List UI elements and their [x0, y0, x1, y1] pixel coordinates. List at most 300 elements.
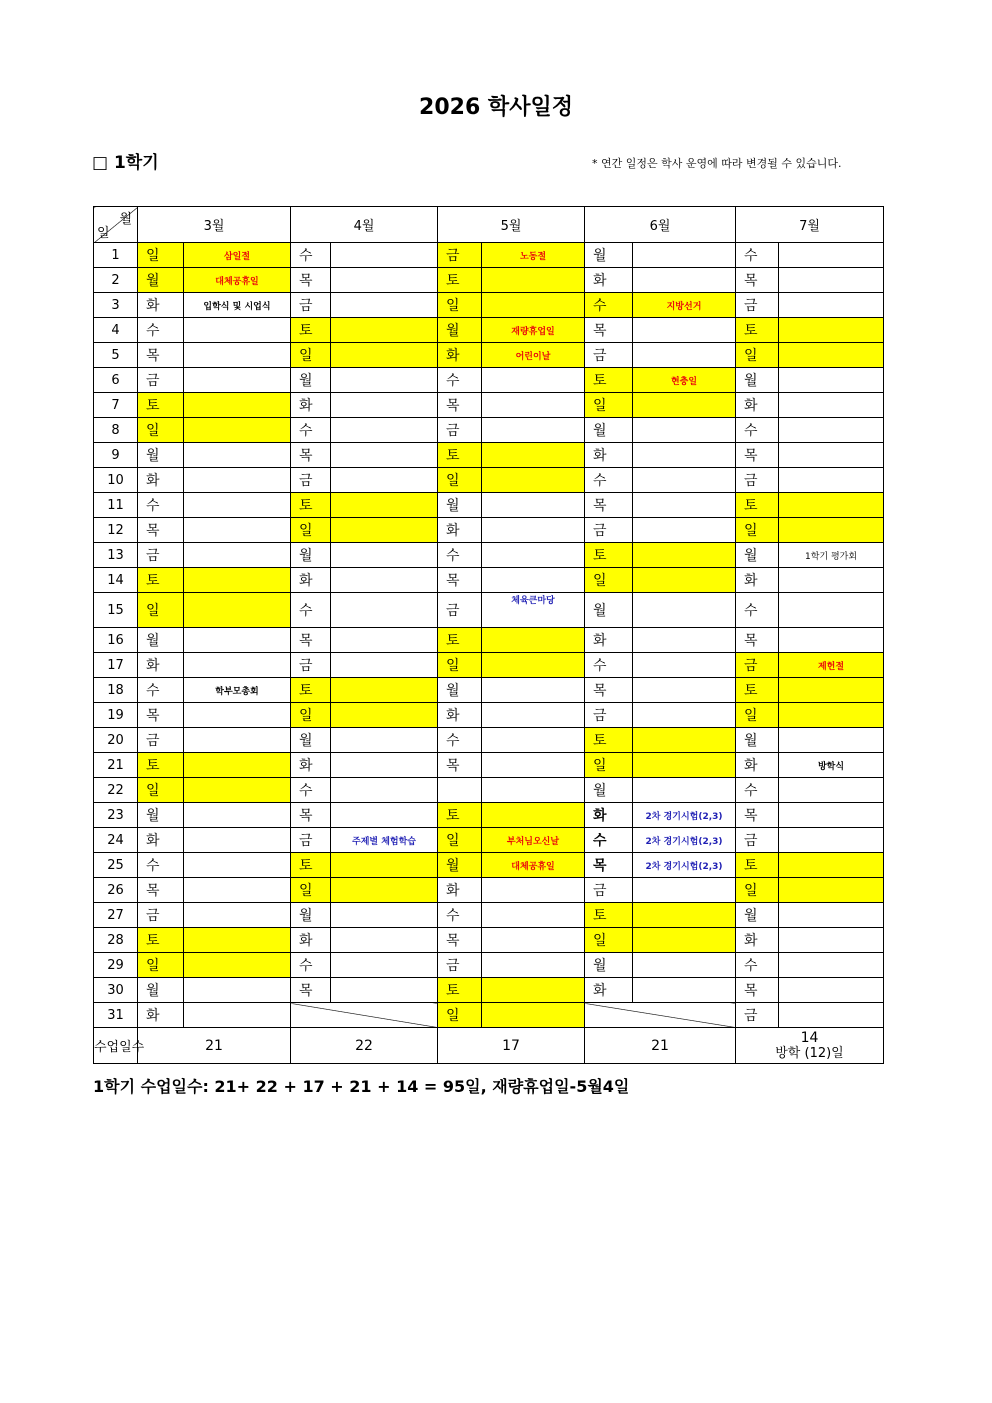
event-cell — [184, 493, 291, 518]
day-row — [94, 393, 884, 418]
event-cell: 재량휴업일 — [482, 318, 585, 343]
vacation-days: 방학 (12)일 — [775, 1045, 844, 1061]
weekday-cell: 목 — [438, 568, 482, 593]
weekday-cell: 금 — [736, 468, 779, 493]
weekday-cell: 수 — [291, 593, 331, 628]
event-cell — [779, 678, 884, 703]
weekday-cell: 토 — [291, 853, 331, 878]
day-number: 27 — [94, 903, 138, 928]
weekday-cell: 월 — [291, 728, 331, 753]
event-cell — [633, 268, 736, 293]
event-cell — [184, 953, 291, 978]
day-row — [94, 703, 884, 728]
day-number: 5 — [94, 343, 138, 368]
day-row — [94, 518, 884, 543]
event-cell: 주제별 체험학습 — [331, 828, 438, 853]
day-row — [94, 1003, 884, 1028]
weekday-cell: 화 — [438, 343, 482, 368]
day-number: 4 — [94, 318, 138, 343]
weekday-cell: 월 — [736, 728, 779, 753]
weekday-cell: 수 — [138, 493, 184, 518]
event-cell — [633, 568, 736, 593]
weekday-cell: 월 — [736, 543, 779, 568]
event-cell — [633, 653, 736, 678]
event-cell — [184, 543, 291, 568]
event-cell — [633, 543, 736, 568]
event-cell — [779, 468, 884, 493]
weekday-cell — [438, 778, 482, 803]
weekday-cell: 토 — [291, 678, 331, 703]
month-header: 5월 — [438, 207, 585, 243]
event-cell — [633, 418, 736, 443]
weekday-cell: 금 — [736, 1003, 779, 1028]
weekday-cell: 금 — [438, 243, 482, 268]
month-total: 21 — [585, 1028, 736, 1064]
event-cell — [779, 243, 884, 268]
event-cell — [482, 568, 585, 593]
event-cell — [482, 368, 585, 393]
weekday-cell: 수 — [585, 293, 633, 318]
event-cell: 부처님오신날 — [482, 828, 585, 853]
event-cell — [633, 928, 736, 953]
weekday-cell: 목 — [736, 443, 779, 468]
day-row — [94, 543, 884, 568]
corner-cell — [94, 207, 138, 243]
event-cell — [331, 493, 438, 518]
weekday-cell: 월 — [438, 493, 482, 518]
month-total: 14 — [800, 1029, 819, 1046]
page-title: 2026 학사일정 — [419, 95, 573, 120]
event-cell: 지방선거 — [633, 293, 736, 318]
weekday-cell: 월 — [585, 778, 633, 803]
weekday-cell: 수 — [585, 468, 633, 493]
event-cell — [331, 518, 438, 543]
weekday-cell: 금 — [438, 593, 482, 628]
weekday-cell: 토 — [138, 753, 184, 778]
event-cell — [184, 343, 291, 368]
totals-row — [94, 1028, 884, 1064]
weekday-cell: 금 — [138, 903, 184, 928]
event-cell — [482, 928, 585, 953]
event-cell — [482, 443, 585, 468]
weekday-cell: 화 — [138, 1003, 184, 1028]
event-cell: 1학기 평가회 — [779, 543, 884, 568]
weekday-cell: 토 — [585, 728, 633, 753]
day-number: 26 — [94, 878, 138, 903]
day-number: 21 — [94, 753, 138, 778]
weekday-cell: 일 — [736, 518, 779, 543]
weekday-cell: 월 — [585, 243, 633, 268]
event-cell — [779, 728, 884, 753]
weekday-cell: 목 — [585, 493, 633, 518]
event-cell — [633, 593, 736, 628]
weekday-cell: 일 — [585, 393, 633, 418]
day-row — [94, 343, 884, 368]
event-cell — [779, 318, 884, 343]
weekday-cell: 월 — [138, 628, 184, 653]
day-number: 25 — [94, 853, 138, 878]
weekday-cell: 화 — [438, 703, 482, 728]
event-cell — [779, 903, 884, 928]
event-cell — [633, 903, 736, 928]
day-number: 18 — [94, 678, 138, 703]
event-cell — [184, 593, 291, 628]
weekday-cell: 목 — [291, 628, 331, 653]
event-cell — [331, 368, 438, 393]
weekday-cell: 목 — [736, 628, 779, 653]
event-cell — [779, 593, 884, 628]
weekday-cell: 토 — [736, 678, 779, 703]
event-cell — [779, 393, 884, 418]
event-cell — [184, 928, 291, 953]
event-cell — [779, 293, 884, 318]
weekday-cell: 일 — [585, 568, 633, 593]
event-cell — [331, 628, 438, 653]
event-cell — [633, 978, 736, 1003]
weekday-cell: 화 — [585, 803, 633, 828]
event-cell — [184, 803, 291, 828]
weekday-cell: 일 — [736, 878, 779, 903]
event-cell — [184, 728, 291, 753]
weekday-cell: 토 — [585, 368, 633, 393]
event-cell — [184, 1003, 291, 1028]
day-number: 14 — [94, 568, 138, 593]
event-cell — [633, 753, 736, 778]
event-cell — [482, 678, 585, 703]
event-cell — [331, 953, 438, 978]
event-cell — [633, 878, 736, 903]
weekday-cell: 토 — [736, 853, 779, 878]
day-row — [94, 903, 884, 928]
event-cell — [779, 443, 884, 468]
event-cell: 학부모총회 — [184, 678, 291, 703]
day-number: 23 — [94, 803, 138, 828]
weekday-cell: 화 — [585, 443, 633, 468]
event-cell: 방학식 — [779, 753, 884, 778]
event-cell — [184, 628, 291, 653]
weekday-cell: 금 — [138, 368, 184, 393]
weekday-cell: 수 — [736, 778, 779, 803]
day-row — [94, 928, 884, 953]
event-cell — [779, 268, 884, 293]
weekday-cell: 수 — [438, 368, 482, 393]
weekday-cell: 화 — [736, 568, 779, 593]
schedule-body — [94, 243, 884, 1028]
weekday-cell: 월 — [438, 318, 482, 343]
event-cell: 제헌절 — [779, 653, 884, 678]
event-cell — [482, 803, 585, 828]
event-cell — [184, 753, 291, 778]
month-header: 6월 — [585, 207, 736, 243]
event-cell: 어린이날 — [482, 343, 585, 368]
no-date-cell — [585, 1003, 736, 1028]
event-cell — [184, 828, 291, 853]
weekday-cell: 일 — [138, 243, 184, 268]
event-cell — [779, 828, 884, 853]
weekday-cell: 금 — [291, 293, 331, 318]
weekday-cell: 토 — [138, 928, 184, 953]
weekday-cell: 토 — [291, 318, 331, 343]
weekday-cell: 금 — [585, 343, 633, 368]
event-cell — [331, 543, 438, 568]
event-cell — [482, 268, 585, 293]
day-number: 10 — [94, 468, 138, 493]
weekday-cell: 일 — [138, 418, 184, 443]
event-cell — [331, 978, 438, 1003]
month-total: 17 — [438, 1028, 585, 1064]
weekday-cell: 토 — [585, 903, 633, 928]
event-cell — [184, 568, 291, 593]
event-cell — [482, 653, 585, 678]
event-cell — [331, 443, 438, 468]
event-cell — [779, 778, 884, 803]
weekday-cell: 목 — [438, 928, 482, 953]
event-cell — [331, 853, 438, 878]
weekday-cell: 화 — [585, 628, 633, 653]
day-row — [94, 268, 884, 293]
weekday-cell: 일 — [438, 1003, 482, 1028]
event-cell — [633, 443, 736, 468]
event-cell — [779, 978, 884, 1003]
day-row — [94, 418, 884, 443]
day-number: 13 — [94, 543, 138, 568]
event-cell — [184, 653, 291, 678]
weekday-cell: 화 — [138, 468, 184, 493]
event-cell — [331, 878, 438, 903]
event-cell — [331, 343, 438, 368]
event-cell — [482, 953, 585, 978]
weekday-cell: 목 — [291, 803, 331, 828]
event-cell — [779, 928, 884, 953]
day-number: 3 — [94, 293, 138, 318]
weekday-cell: 목 — [736, 268, 779, 293]
weekday-cell: 일 — [291, 518, 331, 543]
weekday-cell: 화 — [138, 653, 184, 678]
weekday-cell: 월 — [138, 443, 184, 468]
weekday-cell: 수 — [138, 853, 184, 878]
event-cell — [779, 343, 884, 368]
event-cell — [633, 318, 736, 343]
weekday-cell: 금 — [138, 728, 184, 753]
summary-line: 1학기 수업일수: 21+ 22 + 17 + 21 + 14 = 95일, 재량휴업일-5월4일 — [93, 1077, 630, 1096]
event-cell — [482, 1003, 585, 1028]
weekday-cell: 토 — [438, 803, 482, 828]
event-cell — [779, 418, 884, 443]
weekday-cell: 화 — [138, 828, 184, 853]
weekday-cell: 일 — [291, 703, 331, 728]
day-number: 2 — [94, 268, 138, 293]
event-cell — [184, 518, 291, 543]
day-number: 19 — [94, 703, 138, 728]
event-cell: 2차 경기시험(2,3) — [633, 803, 736, 828]
event-cell — [331, 653, 438, 678]
event-cell — [331, 728, 438, 753]
weekday-cell: 월 — [291, 368, 331, 393]
day-row — [94, 243, 884, 268]
weekday-cell: 일 — [585, 753, 633, 778]
weekday-cell: 월 — [585, 953, 633, 978]
weekday-cell: 화 — [291, 393, 331, 418]
weekday-cell: 토 — [438, 628, 482, 653]
weekday-cell: 월 — [585, 418, 633, 443]
weekday-cell: 화 — [291, 928, 331, 953]
event-cell — [482, 753, 585, 778]
event-cell — [482, 628, 585, 653]
weekday-cell: 일 — [736, 343, 779, 368]
weekday-cell: 화 — [736, 928, 779, 953]
weekday-cell: 금 — [438, 953, 482, 978]
weekday-cell: 수 — [438, 728, 482, 753]
no-date-cell — [291, 1003, 438, 1028]
event-cell — [633, 393, 736, 418]
weekday-cell: 화 — [585, 268, 633, 293]
weekday-cell: 목 — [138, 343, 184, 368]
day-row — [94, 293, 884, 318]
weekday-cell: 일 — [138, 778, 184, 803]
day-number: 6 — [94, 368, 138, 393]
weekday-cell: 토 — [138, 568, 184, 593]
weekday-cell: 토 — [736, 318, 779, 343]
weekday-cell: 화 — [291, 753, 331, 778]
event-cell — [779, 803, 884, 828]
day-number: 8 — [94, 418, 138, 443]
weekday-cell: 금 — [736, 828, 779, 853]
weekday-cell: 수 — [438, 903, 482, 928]
event-cell — [184, 418, 291, 443]
weekday-cell: 수 — [291, 778, 331, 803]
day-row — [94, 653, 884, 678]
weekday-cell: 금 — [585, 878, 633, 903]
weekday-cell: 일 — [585, 928, 633, 953]
event-cell — [482, 878, 585, 903]
event-cell — [184, 878, 291, 903]
day-row — [94, 878, 884, 903]
semester-heading: □ 1학기 — [92, 153, 159, 173]
event-cell — [779, 878, 884, 903]
weekday-cell: 일 — [736, 703, 779, 728]
corner-day-label: 일 — [97, 226, 110, 241]
event-cell — [633, 778, 736, 803]
event-cell — [482, 418, 585, 443]
day-row — [94, 368, 884, 393]
day-row — [94, 318, 884, 343]
event-cell — [184, 778, 291, 803]
event-cell — [184, 368, 291, 393]
weekday-cell: 금 — [291, 468, 331, 493]
event-cell: 2차 경기시험(2,3) — [633, 853, 736, 878]
day-row — [94, 493, 884, 518]
weekday-cell: 일 — [438, 468, 482, 493]
event-cell — [331, 418, 438, 443]
day-row — [94, 728, 884, 753]
weekday-cell: 토 — [585, 543, 633, 568]
month-header: 4월 — [291, 207, 438, 243]
event-cell — [331, 268, 438, 293]
day-row — [94, 593, 884, 628]
month-header: 3월 — [138, 207, 291, 243]
weekday-cell: 수 — [736, 953, 779, 978]
event-cell — [482, 493, 585, 518]
event-cell — [331, 568, 438, 593]
day-number: 12 — [94, 518, 138, 543]
day-row — [94, 468, 884, 493]
weekday-cell: 토 — [438, 978, 482, 1003]
day-row — [94, 678, 884, 703]
weekday-cell: 일 — [291, 343, 331, 368]
event-cell — [331, 753, 438, 778]
event-cell — [482, 468, 585, 493]
weekday-cell: 토 — [438, 268, 482, 293]
event-cell: 체육큰마당 — [482, 593, 585, 628]
weekday-cell: 일 — [138, 593, 184, 628]
day-row — [94, 753, 884, 778]
event-cell — [331, 803, 438, 828]
day-row — [94, 953, 884, 978]
event-cell — [184, 703, 291, 728]
weekday-cell: 일 — [438, 828, 482, 853]
day-number: 17 — [94, 653, 138, 678]
event-cell — [331, 393, 438, 418]
event-cell — [184, 903, 291, 928]
weekday-cell: 목 — [138, 878, 184, 903]
day-number: 22 — [94, 778, 138, 803]
day-number: 15 — [94, 593, 138, 628]
event-cell — [482, 778, 585, 803]
event-cell — [482, 393, 585, 418]
weekday-cell: 화 — [138, 293, 184, 318]
event-cell: 대체공휴일 — [482, 853, 585, 878]
day-row — [94, 568, 884, 593]
weekday-cell: 수 — [138, 678, 184, 703]
day-number: 24 — [94, 828, 138, 853]
event-cell: 노동절 — [482, 243, 585, 268]
weekday-cell: 금 — [736, 293, 779, 318]
event-cell — [331, 703, 438, 728]
event-cell — [482, 978, 585, 1003]
weekday-cell: 수 — [291, 243, 331, 268]
event-cell — [482, 703, 585, 728]
event-cell — [184, 853, 291, 878]
day-row — [94, 828, 884, 853]
event-cell — [779, 568, 884, 593]
weekday-cell: 토 — [438, 443, 482, 468]
weekday-cell: 일 — [138, 953, 184, 978]
event-cell: 대체공휴일 — [184, 268, 291, 293]
weekday-cell: 화 — [291, 568, 331, 593]
event-cell — [779, 518, 884, 543]
weekday-cell: 수 — [736, 593, 779, 628]
event-cell — [331, 468, 438, 493]
event-cell — [633, 953, 736, 978]
event-cell: 삼일절 — [184, 243, 291, 268]
weekday-cell: 금 — [585, 518, 633, 543]
event-cell: 입학식 및 시업식 — [184, 293, 291, 318]
event-cell — [779, 953, 884, 978]
weekday-cell: 화 — [736, 393, 779, 418]
weekday-cell: 금 — [736, 653, 779, 678]
event-cell — [331, 243, 438, 268]
day-row — [94, 628, 884, 653]
weekday-cell: 월 — [736, 368, 779, 393]
weekday-cell: 수 — [291, 418, 331, 443]
day-row — [94, 978, 884, 1003]
weekday-cell: 월 — [138, 268, 184, 293]
day-number: 9 — [94, 443, 138, 468]
weekday-cell: 금 — [438, 418, 482, 443]
event-cell — [331, 778, 438, 803]
event-cell — [331, 318, 438, 343]
day-number: 20 — [94, 728, 138, 753]
